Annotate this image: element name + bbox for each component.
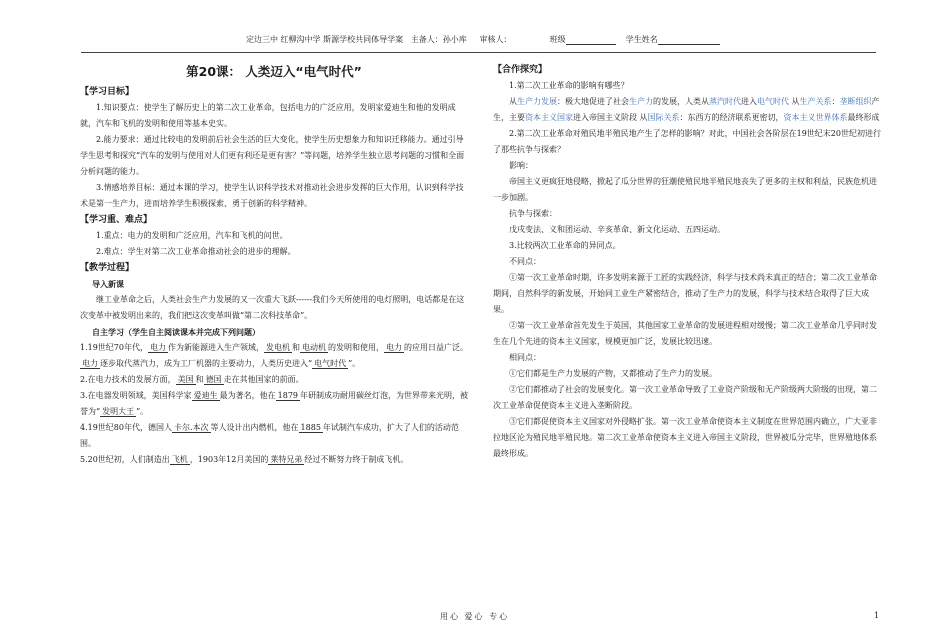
resist-text: 戊戌变法、义和团运动、辛亥革命、新文化运动、五四运动。 — [509, 225, 725, 234]
q5-answer-blank[interactable]: 飞机 — [171, 455, 188, 464]
goals-heading: 【学习目标】 — [80, 87, 135, 97]
impact-label: 影响： — [509, 161, 533, 170]
goal-item: 1.知识要点：使学生了解历史上的第二次工业革命，包括电力的广泛应用，发明家爱迪生和他的发明成就，汽车和飞机的发明和使用等基本史实。 — [80, 103, 456, 128]
q1-text: ”。 — [348, 359, 361, 368]
intro-text: 继工业革命之后，人类社会生产力发展的又一次重大飞跃------我们今天所使用的电灯照明，电话都是在这次变革中被发明出来的，我们把这次变革叫做“第二次科技革命”。 — [80, 295, 465, 320]
diff-label: 不同点： — [509, 257, 541, 266]
class-blank[interactable] — [566, 35, 616, 45]
answer-highlight: 生产关系 — [799, 97, 832, 106]
q5-answer-blank[interactable]: 莱特兄弟 — [270, 455, 303, 464]
page-number: 1 — [874, 611, 880, 620]
q4-text: 4.19世纪80年代，德国人 — [80, 423, 172, 432]
intro-heading: 导入新课 — [92, 279, 124, 289]
same-item: ③它们都促使资本主义国家对外侵略扩张。第一次工业革命使资本主义制度在世界范围内确立，广大亚非拉地区沦为殖民地半殖民地。第二次工业革命使资本主义进入帝国主义阶段，世界被瓜分完毕，世界殖地体系最终形成。 — [493, 417, 877, 458]
q3-answer-blank[interactable]: 1879 — [277, 391, 298, 400]
coop-question-3: 3.比较两次工业革命的异同点。 — [509, 241, 621, 250]
lesson-title: 第20课： 人类迈入“电气时代” — [186, 64, 362, 79]
q4-answer-blank[interactable]: 卡尔.本次 — [174, 423, 209, 432]
answer-text: 从 — [791, 97, 800, 106]
answer-highlight: 资本主义国家 — [525, 113, 573, 122]
q5-text: 5.20世纪初，人们制造出 — [80, 455, 170, 464]
answer-highlight: 电气时代 — [757, 97, 789, 106]
header-reviewer: 审核人： — [479, 35, 512, 44]
keypoints-heading: 【学习重、难点】 — [80, 215, 153, 225]
q4-text: 等人设计出内燃机，他在 — [210, 423, 299, 432]
fill-question-1 — [80, 340, 468, 372]
fill-question-3 — [80, 388, 468, 420]
impact-text: 帝国主义更疯狂地侵略，掀起了瓜分世界的狂潮使殖民地半殖民地丧失了更多的主权和利益，民族危机进一步加剧。 — [493, 177, 877, 202]
q1-answer-blank[interactable]: 电力 — [386, 343, 402, 352]
self-study-heading: 自主学习（学生自主阅读课本并完成下列问题） — [92, 327, 260, 337]
coop-answer-1 — [493, 94, 881, 126]
coop-question-2: 2.第二次工业革命对殖民地半殖民地产生了怎样的影响？对此，中国社会各阶层在19世纪末20世纪初进行了那些抗争与探索？ — [493, 129, 881, 154]
same-item: ②它们都推动了社会的发展变化。第一次工业革命导致了工业资产阶级和无产阶级两大阶级的出现，第二次工业革命促使资本主义进入垄断阶段。 — [493, 385, 877, 410]
header-divider — [81, 52, 876, 53]
answer-highlight: 生产力 — [629, 97, 653, 106]
q4-text: 年试制汽车成功，扩大了人们的活动范围。 — [80, 423, 459, 448]
left-column — [80, 62, 468, 468]
name-blank[interactable] — [658, 35, 720, 45]
answer-highlight: 国际关系 — [647, 113, 680, 122]
right-column — [493, 62, 881, 462]
q1-answer-blank[interactable]: 电气时代 — [314, 359, 347, 368]
q1-text: 逐步取代蒸汽力，成为工厂机器的主要动力，人类历史进入“ — [100, 359, 313, 368]
coop-question-1: 1.第二次工业革命的影响有哪些？ — [509, 81, 629, 90]
footer-motto: 用心 爱心 专心 — [440, 612, 510, 621]
q5-text: 经过不断努力终于制成飞机。 — [304, 455, 409, 464]
q3-answer-blank[interactable]: 爱迪生 — [193, 391, 218, 400]
diff-item: ①第一次工业革命时期，许多发明来源于工匠的实践经济，科学与技术尚未真正的结合；第二次工业革命期间，自然科学的新发展，开始同工业生产紧密结合，推动了生产力的发展，科学与技术结合取得了巨大成果。 — [493, 273, 877, 314]
keypoint-item: 1.重点：电力的发明和广泛应用，汽车和飞机的问世。 — [96, 231, 288, 240]
q1-answer-blank[interactable]: 电力 — [150, 343, 166, 352]
answer-text: 进入 — [741, 97, 757, 106]
answer-text: ：东西方的经济联系更密切， — [679, 113, 784, 122]
q1-answer-blank[interactable]: 发电机 — [266, 343, 290, 352]
answer-highlight: 资本主义世界体系 — [783, 113, 848, 122]
coop-heading: 【合作探究】 — [493, 65, 548, 75]
q1-text: 和 — [292, 343, 300, 352]
q2-answer-blank[interactable]: 德国 — [205, 375, 222, 384]
q1-text: 的应用日益广泛。 — [404, 343, 468, 352]
fill-question-5 — [80, 452, 468, 468]
q2-answer-blank[interactable]: 美国 — [177, 375, 194, 384]
q3-text: ”。 — [136, 407, 149, 416]
fill-question-4 — [80, 420, 468, 452]
q1-answer-blank[interactable]: 电动机 — [302, 343, 326, 352]
q1-text: 作为新能源进入生产领域， — [168, 343, 264, 352]
q1-answer-blank[interactable]: 电力 — [82, 359, 98, 368]
q1-text: 1.19世纪70年代， — [80, 343, 148, 352]
header-class-label: 班级 — [549, 35, 566, 44]
process-heading: 【教学过程】 — [80, 263, 135, 273]
q1-text: 的发明和使用， — [328, 343, 384, 352]
q3-text: 3.在电器发明领域，美国科学家 — [80, 391, 192, 400]
answer-text: 最终形成 — [847, 113, 880, 122]
q5-text: ，1903年12月美国的 — [189, 455, 269, 464]
header-name-label: 学生姓名 — [625, 35, 658, 44]
answer-text: 的发展，人类从 — [653, 97, 709, 106]
q2-text: 走在其他国家的前面。 — [223, 375, 304, 384]
resist-label: 抗争与探索： — [509, 209, 557, 218]
same-label: 相同点： — [509, 353, 541, 362]
answer-text: 产生，主要 — [493, 97, 880, 122]
q4-answer-blank[interactable]: 1885 — [300, 423, 321, 432]
answer-text: ： — [831, 97, 840, 106]
goal-item: 3.情感培养目标：通过本课的学习，使学生认识科学技术对推动社会进步发挥的巨大作用，认识到科学技术是第一生产力，进而培养学生积极探索、勇于创新的科学精神。 — [80, 183, 464, 208]
answer-highlight: 生产力发展 — [517, 97, 557, 106]
q3-text: 最为著名，他在 — [219, 391, 276, 400]
answer-highlight: 蒸汽时代 — [709, 97, 741, 106]
q3-answer-blank[interactable]: 发明大王 — [102, 407, 135, 416]
answer-text: 从 — [639, 113, 648, 122]
answer-text: ：极大地促进了社会 — [557, 97, 629, 106]
q2-text: 和 — [195, 375, 204, 384]
fill-question-2 — [80, 372, 468, 388]
answer-highlight: 垄断组织 — [839, 97, 872, 106]
answer-text: 从 — [509, 97, 517, 106]
same-item: ①它们都是生产力发展的产物，又都推动了生产力的发展。 — [509, 369, 717, 378]
answer-text: 进入帝国主义阶段 — [573, 113, 637, 122]
page-header — [246, 34, 716, 45]
q3-text: 年研制成功耐用碳丝灯泡，为世界带来光明，被誉为“ — [80, 391, 468, 416]
goal-item: 2.能力要求：通过比较电的发明前后社会生活的巨大变化，使学生历史想象力和知识迁移能力。通过引导学生思考和探究“汽车的发明与使用对人们更有利还是更有害？”等问题，培养学生独立思考问题的习惯和全面分析问题的能力。 — [80, 135, 465, 176]
header-school: 定边三中 红柳沟中学 斯源学校共同体导学案 — [246, 35, 404, 44]
q2-text: 2.在电力技术的发展方面， — [80, 375, 176, 384]
keypoint-item: 2.难点：学生对第二次工业革命推动社会的进步的理解。 — [96, 247, 296, 256]
diff-item: ②第一次工业革命首先发生于英国，其他国家工业革命的发展进程相对缓慢；第二次工业革命几乎同时发生在几个先进的资本主义国家，规模更加广泛，发展比较迅速。 — [493, 321, 877, 346]
header-preparer: 主备人：孙小库 — [410, 35, 467, 44]
